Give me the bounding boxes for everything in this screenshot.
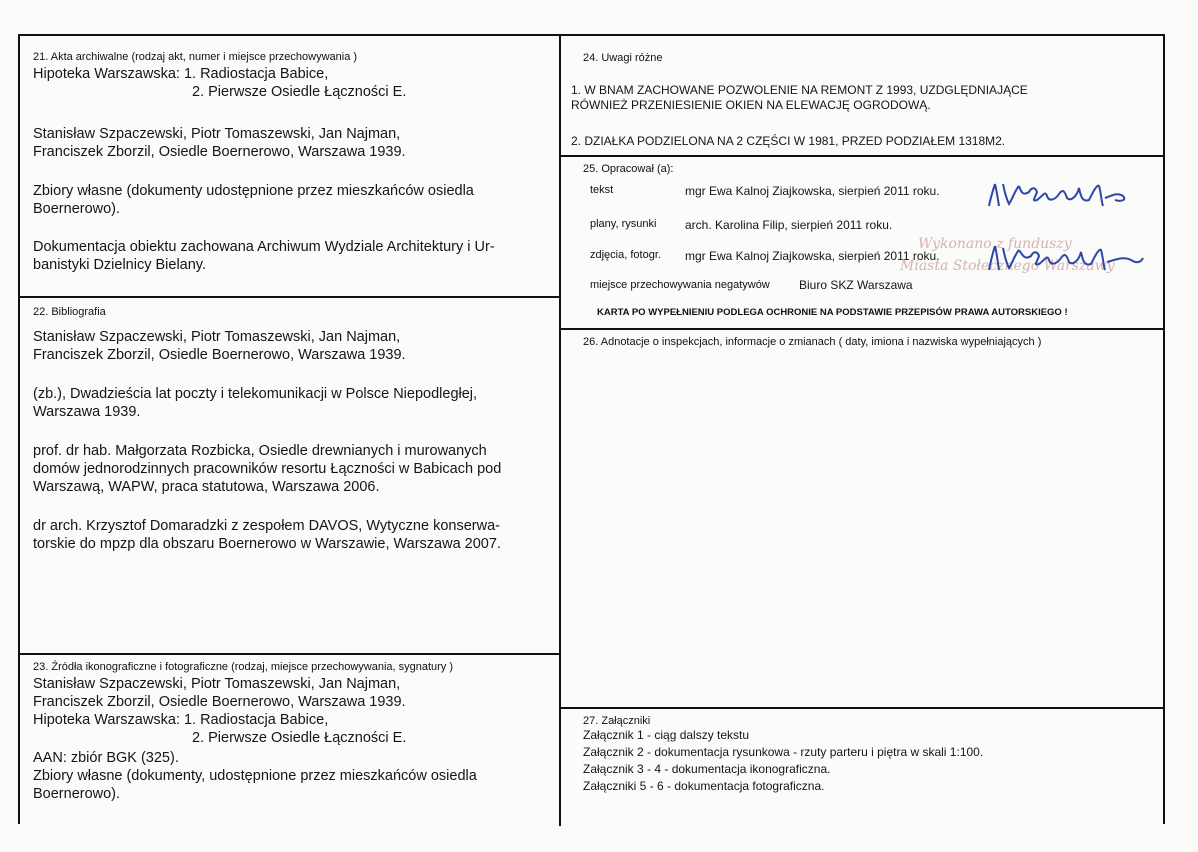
s22-line: dr arch. Krzysztof Domaradzki z zespołem DAVOS, Wytyczne konserwa- [33,518,500,534]
s22-line: Stanisław Szpaczewski, Piotr Tomaszewski, Jan Najman, [33,329,401,345]
s23-line: AAN: zbiór BGK (325). [33,750,179,766]
prepared-by-key-negatives: miejsce przechowywania negatywów [590,279,770,291]
signature-icon [985,178,1135,212]
section-24-label: 24. Uwagi różne [583,52,663,64]
attachment-item: Załącznik 3 - 4 - dokumentacja ikonograficzna. [583,762,831,776]
s23-line: Boernerowo). [33,786,121,802]
section-21-label: 21. Akta archiwalne (rodzaj akt, numer i miejsce przechowywania ) [33,51,358,63]
section-26-label: 26. Adnotacje o inspekcjach, informacje o zmianach ( daty, imiona i nazwiska wypełniających ) [583,336,1042,348]
prepared-by-value-text: mgr Ewa Kalnoj Ziajkowska, sierpień 2011 roku. [685,184,940,198]
s22-line: Franciszek Zborzil, Osiedle Boernerowo, Warszawa 1939. [33,347,406,363]
s22-line: torskie do mpzp dla obszaru Boernerowo w Warszawie, Warszawa 2007. [33,536,501,552]
divider-25-26 [559,328,1165,330]
s21-line: Stanisław Szpaczewski, Piotr Tomaszewski, Jan Najman, [33,126,401,142]
divider-26-27 [559,707,1165,709]
s24-line: 1. W BNAM ZACHOWANE POZWOLENIE NA REMONT Z 1993, UZDGLĘDNIAJĄCE [571,83,1028,97]
right-border [1163,34,1165,824]
s23-line: Stanisław Szpaczewski, Piotr Tomaszewski, Jan Najman, [33,676,401,692]
divider-24-25 [559,155,1165,157]
s24-line: RÓWNIEŻ PRZENIESIENIE OKIEN NA ELEWACJĘ OGRODOWĄ. [571,98,931,112]
s21-line: Hipoteka Warszawska: 1. Radiostacja Babice, [33,66,329,82]
s22-line: Warszawą, WAPW, praca statutowa, Warszawa 2006. [33,479,380,495]
prepared-by-value-negatives: Biuro SKZ Warszawa [799,278,913,292]
left-border [18,34,20,824]
s21-line: Boernerowo). [33,201,121,217]
section-25-label: 25. Opracował (a): [583,163,674,175]
s23-line: Franciszek Zborzil, Osiedle Boernerowo, Warszawa 1939. [33,694,406,710]
s21-line: Zbiory własne (dokumenty udostępnione przez mieszkańców osiedla [33,183,474,199]
s22-line: (zb.), Dwadzieścia lat poczty i telekomunikacji w Polsce Niepodległej, [33,386,478,402]
attachment-item: Załączniki 5 - 6 - dokumentacja fotograficzna. [583,779,825,793]
s21-line: banistyki Dzielnicy Bielany. [33,257,206,273]
prepared-by-key-text: tekst [590,184,614,196]
s23-line: Zbiory własne (dokumenty, udostępnione przez mieszkańców osiedla [33,768,477,784]
prepared-by-key-photos: zdjęcia, fotogr. [590,249,661,261]
funding-stamp: Wykonano z funduszy [918,236,1072,252]
copyright-notice: KARTA PO WYPEŁNIENIU PODLEGA OCHRONIE NA PODSTAWIE PRZEPISÓW PRAWA AUTORSKIEGO ! [597,307,1068,318]
s23-line: Hipoteka Warszawska: 1. Radiostacja Babice, [33,712,329,728]
divider-21-22 [18,296,561,298]
prepared-by-key-plans: plany, rysunki [590,218,657,230]
s22-line: prof. dr hab. Małgorzata Rozbicka, Osiedle drewnianych i murowanych [33,443,487,459]
attachment-item: Załącznik 2 - dokumentacja rysunkowa - rzuty parteru i piętra w skali 1:100. [583,745,984,759]
s22-line: Warszawa 1939. [33,404,141,420]
s21-line: 2. Pierwsze Osiedle Łączności E. [192,84,407,100]
s21-line: Franciszek Zborzil, Osiedle Boernerowo, Warszawa 1939. [33,144,406,160]
top-border [18,34,1165,36]
funding-stamp: Miasta Stołecznego Warszawy [900,258,1115,274]
s22-line: domów jednorodzinnych pracowników resortu Łączności w Babicach pod [33,461,502,477]
s21-line: Dokumentacja obiektu zachowana Archiwum Wydziale Architektury i Ur- [33,239,495,255]
attachment-item: Załącznik 1 - ciąg dalszy tekstu [583,728,750,742]
prepared-by-value-photos: mgr Ewa Kalnoj Ziajkowska, sierpień 2011 roku. [685,249,940,263]
section-23-label: 23. Źródła ikonograficzne i fotograficzne (rodzaj, miejsce przechowywania, sygnatury ) [33,661,454,673]
signature-icon [985,240,1145,276]
prepared-by-value-plans: arch. Karolina Filip, sierpień 2011 roku. [685,218,893,232]
section-27-label: 27. Załączniki [583,715,651,727]
s24-line: 2. DZIAŁKA PODZIELONA NA 2 CZĘŚCI W 1981, PRZED PODZIAŁEM 1318M2. [571,134,1006,148]
divider-22-23 [18,653,561,655]
s23-line: 2. Pierwsze Osiedle Łączności E. [192,730,407,746]
section-22-label: 22. Bibliografia [33,306,106,318]
